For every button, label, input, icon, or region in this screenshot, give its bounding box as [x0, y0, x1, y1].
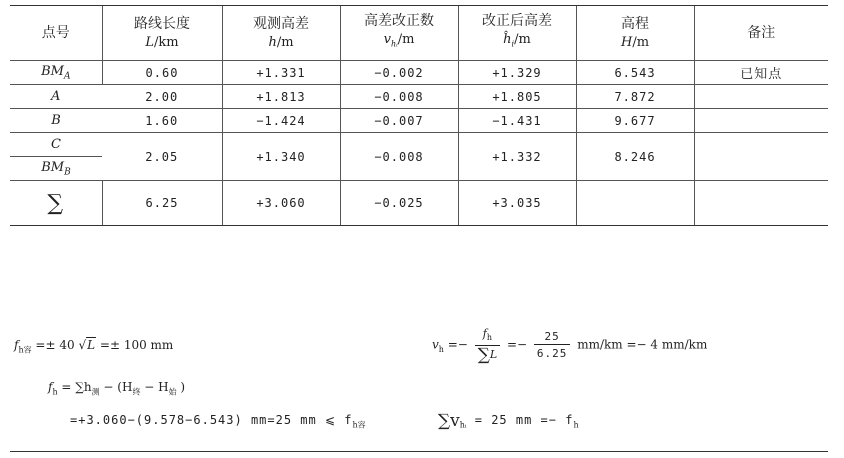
segment-corrected: +1.805 — [458, 85, 576, 109]
fraction-fh-over-sumL: $\frac{f_h}{\sum L}$ — [475, 326, 500, 364]
segment-observed: −1.424 — [222, 109, 340, 133]
header-corrected-diff: 改正后高差 $ĥ_i/m$ — [458, 6, 576, 61]
tolerance-formula: $f_{h容} =\pm 40$ √L =± 100 mm — [14, 338, 174, 355]
fraction-25-over-625: $\frac{25}{6.25}$ — [534, 329, 571, 362]
segment-length: 0.60 — [102, 61, 222, 85]
sum-length: 6.25 — [102, 181, 222, 226]
point-name: $BM_B$ — [10, 157, 102, 181]
header-row — [10, 6, 828, 61]
header-correction: 高差改正数 $v_{hᵢ}/m$ — [340, 6, 458, 61]
segment-length: 2.05 — [102, 133, 222, 181]
segment-corrected: +1.332 — [458, 133, 576, 181]
header-length: 路线长度 L/km — [102, 6, 222, 61]
point-remark — [694, 85, 828, 109]
segment-observed: +1.340 — [222, 133, 340, 181]
table-row — [10, 133, 828, 157]
correction-per-km-formula: $v_h$ =− $\frac{f_h}{\sum L}$ =− $\frac{25}{6.25}$ mm/km =− 4 mm/km — [432, 327, 708, 366]
point-elevation: 9.677 — [576, 109, 694, 133]
segment-corrected: +1.329 — [458, 61, 576, 85]
segment-correction: −0.007 — [340, 109, 458, 133]
point-name: A — [10, 85, 102, 109]
point-remark — [694, 133, 828, 181]
closure-formula-line1: $f_h = \sum h_测 - (H_终 - H_始$ ) — [48, 380, 186, 397]
point-remark: 已知点 — [694, 61, 828, 85]
sum-correction-formula: $\sum v_{hᵢ} = 25$ mm =− $f_h$ — [438, 411, 579, 431]
segment-correction: −0.008 — [340, 133, 458, 181]
point-remark — [694, 109, 828, 133]
table-row — [10, 85, 828, 109]
segment-correction: −0.008 — [340, 85, 458, 109]
point-name: C — [10, 133, 102, 157]
sum-observed: +3.060 — [222, 181, 340, 226]
sum-correction: −0.025 — [340, 181, 458, 226]
header-elevation: 高程 H/m — [576, 6, 694, 61]
point-elevation: 7.872 — [576, 85, 694, 109]
point-name: B — [10, 109, 102, 133]
sum-elevation-empty — [576, 181, 694, 226]
sum-corrected: +3.035 — [458, 181, 576, 226]
sum-row — [10, 181, 828, 226]
leveling-adjustment-table — [10, 6, 828, 226]
sum-symbol: ∑ — [10, 181, 102, 226]
header-observed-diff: 观测高差 h/m — [222, 6, 340, 61]
table-row — [10, 61, 828, 85]
segment-corrected: −1.431 — [458, 109, 576, 133]
header-remark: 备注 — [694, 6, 828, 61]
point-elevation: 6.543 — [576, 61, 694, 85]
header-point: 点号 — [10, 6, 102, 61]
sum-remark-empty — [694, 181, 828, 226]
segment-observed: +1.331 — [222, 61, 340, 85]
closure-formula-line2: =+3.060−(9.578−6.543) mm=25 mm ⩽ $f_{h容}$ — [70, 413, 366, 430]
segment-correction: −0.002 — [340, 61, 458, 85]
segment-length: 2.00 — [102, 85, 222, 109]
point-elevation: 8.246 — [576, 133, 694, 181]
segment-observed: +1.813 — [222, 85, 340, 109]
bottom-rule — [10, 451, 828, 452]
point-name: $BM_A$ — [10, 61, 102, 85]
table-row — [10, 109, 828, 133]
segment-length: 1.60 — [102, 109, 222, 133]
